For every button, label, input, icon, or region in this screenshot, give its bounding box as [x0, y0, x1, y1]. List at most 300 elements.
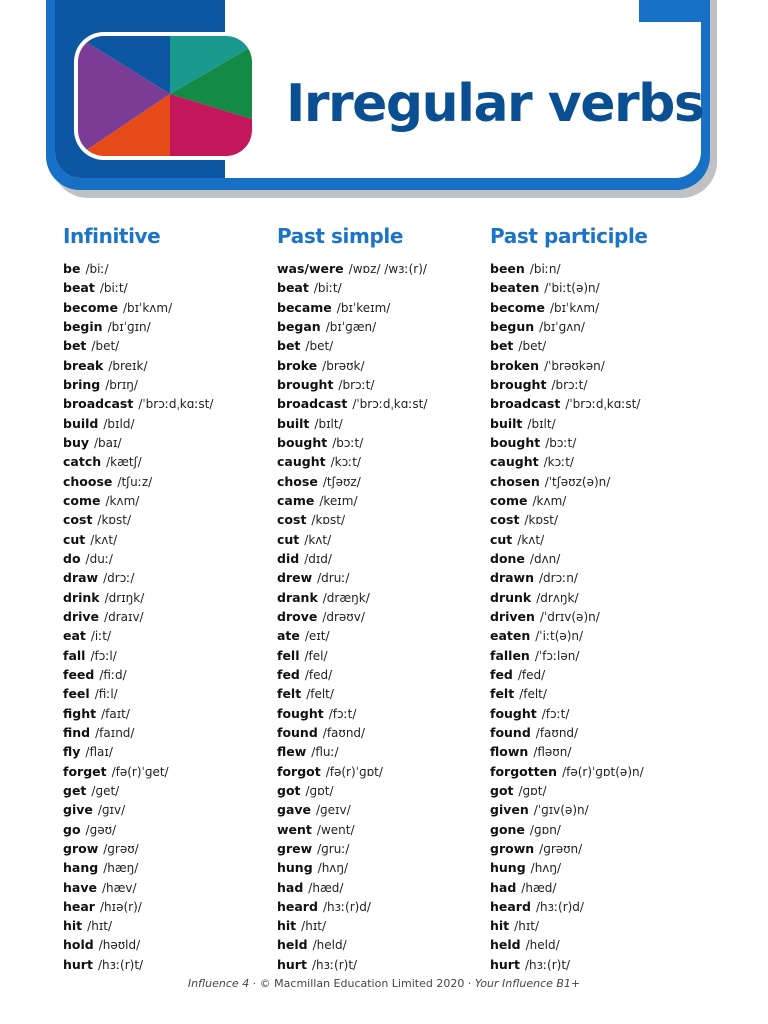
- phonetic-transcription: /biːt/: [313, 281, 342, 296]
- infinitive-row: [63, 336, 263, 355]
- phonetic-transcription: /kɔːt/: [330, 455, 361, 470]
- verb-form: begun: [490, 318, 535, 334]
- phonetic-transcription: /biː/: [85, 262, 109, 276]
- phonetic-transcription: /fel/: [304, 648, 328, 663]
- phonetic-transcription: /kʌm/: [532, 493, 567, 508]
- verb-form: build: [63, 415, 99, 431]
- phonetic-transcription: /fə(r)ˈɡɒt(ə)n/: [562, 764, 644, 779]
- verb-form: heard: [490, 898, 531, 914]
- verb-form: chose: [277, 473, 318, 489]
- past-participle-row: [490, 452, 720, 471]
- phonetic-transcription: /drəʊv/: [322, 609, 365, 624]
- phonetic-transcription: /kɒst/: [311, 513, 346, 528]
- verb-form: choose: [63, 473, 113, 489]
- past-participle-row: [490, 646, 720, 665]
- verb-form: hold: [63, 937, 94, 953]
- verb-form: beaten: [490, 280, 540, 296]
- infinitive-row: [63, 723, 263, 742]
- verb-form: come: [490, 492, 528, 508]
- phonetic-transcription: /kɒst/: [97, 513, 132, 528]
- verb-form: begin: [63, 318, 103, 334]
- verb-form: bought: [490, 434, 541, 450]
- verb-form: beat: [63, 280, 95, 296]
- past-simple-row: [277, 530, 477, 549]
- past-simple-row: [277, 684, 477, 703]
- phonetic-transcription: /wɒz/ /wɜː(r)/: [348, 262, 427, 276]
- phonetic-transcription: /ɡet/: [91, 783, 120, 798]
- verb-form: find: [63, 724, 91, 740]
- verb-form: fight: [63, 705, 97, 721]
- infinitive-row: [63, 781, 263, 800]
- phonetic-transcription: /fiːd/: [99, 667, 127, 682]
- past-simple-row: [277, 646, 477, 665]
- past-simple-row: [277, 935, 477, 954]
- infinitive-row: [63, 298, 263, 317]
- phonetic-transcription: /bet/: [518, 339, 547, 354]
- verb-form: drunk: [490, 589, 532, 605]
- phonetic-transcription: /ɡrəʊn/: [539, 841, 583, 856]
- phonetic-transcription: /held/: [312, 938, 347, 953]
- phonetic-transcription: /baɪ/: [94, 435, 122, 450]
- phonetic-transcription: /bɪˈkʌm/: [122, 300, 173, 315]
- past-participle-row: [490, 955, 720, 974]
- past-participle-row: [490, 375, 720, 394]
- verb-form: had: [490, 879, 517, 895]
- past-simple-row: [277, 452, 477, 471]
- infinitive-row: [63, 897, 263, 916]
- past-participle-row: [490, 336, 720, 355]
- past-participle-row: [490, 781, 720, 800]
- verb-form: forget: [63, 763, 107, 779]
- infinitive-row: [63, 878, 263, 897]
- phonetic-transcription: /dʌn/: [529, 551, 561, 566]
- phonetic-transcription: /fed/: [304, 667, 333, 682]
- phonetic-transcription: /biːn/: [529, 262, 561, 276]
- verb-form: brought: [277, 376, 334, 392]
- phonetic-transcription: /kʌt/: [517, 532, 545, 547]
- phonetic-transcription: /held/: [525, 938, 560, 953]
- verb-form: gave: [277, 802, 312, 818]
- infinitive-row: [63, 433, 263, 452]
- phonetic-transcription: /ˈbrɔːdˌkɑːst/: [138, 397, 214, 412]
- phonetic-transcription: /dɪd/: [304, 551, 332, 566]
- phonetic-transcription: /bɪlt/: [314, 416, 343, 431]
- past-participle-row: [490, 510, 720, 529]
- phonetic-transcription: /kʌt/: [90, 532, 118, 547]
- footer-series: Your Influence B1+: [474, 977, 581, 990]
- past-simple-row: [277, 414, 477, 433]
- infinitive-row: [63, 259, 263, 278]
- verb-form: became: [277, 299, 332, 315]
- infinitive-row: [63, 916, 263, 935]
- verb-form: caught: [490, 454, 539, 470]
- past-participle-list: [490, 259, 720, 974]
- past-participle-row: [490, 549, 720, 568]
- verb-form: cut: [63, 531, 86, 547]
- infinitive-row: [63, 858, 263, 877]
- past-participle-row: [490, 704, 720, 723]
- phonetic-transcription: /kɔːt/: [543, 455, 574, 470]
- phonetic-transcription: /brəʊk/: [322, 358, 365, 373]
- past-participle-row: [490, 433, 720, 452]
- phonetic-transcription: /ˈɡɪv(ə)n/: [533, 803, 589, 818]
- phonetic-transcription: /fɔːt/: [328, 706, 357, 721]
- past-simple-row: [277, 375, 477, 394]
- verb-form: flew: [277, 744, 307, 760]
- past-participle-row: [490, 317, 720, 336]
- infinitive-row: [63, 626, 263, 645]
- verb-form: feel: [63, 686, 90, 702]
- verb-form: hung: [277, 860, 313, 876]
- phonetic-transcription: /bɪˈɡʌn/: [539, 319, 585, 334]
- page-title: Irregular verbs: [286, 74, 704, 134]
- verb-form: break: [63, 357, 104, 373]
- verb-form: found: [490, 724, 531, 740]
- verb-form: grew: [277, 840, 313, 856]
- phonetic-transcription: /brɔːt/: [338, 377, 375, 392]
- phonetic-transcription: /bɪˈkeɪm/: [336, 300, 391, 315]
- phonetic-transcription: /kætʃ/: [106, 455, 142, 470]
- past-simple-row: [277, 356, 477, 375]
- past-participle-row: [490, 723, 720, 742]
- past-participle-row: [490, 530, 720, 549]
- phonetic-transcription: /brɔːt/: [551, 377, 588, 392]
- past-simple-row: [277, 510, 477, 529]
- past-simple-row: [277, 549, 477, 568]
- past-participle-row: [490, 278, 720, 297]
- footer-book: Influence 4: [187, 977, 250, 990]
- past-simple-row: [277, 781, 477, 800]
- phonetic-transcription: /ˈbrəʊkən/: [544, 358, 605, 373]
- verb-form: give: [63, 802, 93, 818]
- phonetic-transcription: /dræŋk/: [322, 590, 370, 605]
- past-simple-row: [277, 491, 477, 510]
- verb-form: drive: [63, 608, 100, 624]
- color-wheel-logo-icon: [74, 32, 256, 160]
- past-simple-row: [277, 723, 477, 742]
- verb-form: hurt: [490, 956, 520, 972]
- verb-form: fed: [277, 666, 300, 682]
- verb-form: drew: [277, 570, 313, 586]
- verb-form: hit: [63, 918, 83, 934]
- infinitive-row: [63, 356, 263, 375]
- phonetic-transcription: /hæŋ/: [103, 861, 139, 876]
- verb-form: cut: [277, 531, 300, 547]
- verb-form: was/were: [277, 261, 344, 276]
- verb-form: bet: [63, 338, 87, 354]
- infinitive-column: [63, 222, 263, 974]
- past-participle-row: [490, 897, 720, 916]
- verb-form: eat: [63, 628, 86, 644]
- phonetic-transcription: /hɜː(r)t/: [311, 957, 358, 972]
- past-simple-row: [277, 762, 477, 781]
- infinitive-row: [63, 646, 263, 665]
- verb-form: came: [277, 492, 315, 508]
- past-participle-row: [490, 626, 720, 645]
- past-participle-row: [490, 588, 720, 607]
- verb-form: drove: [277, 608, 318, 624]
- past-participle-row: [490, 858, 720, 877]
- phonetic-transcription: /hɪt/: [301, 919, 327, 934]
- past-participle-row: [490, 762, 720, 781]
- past-simple-row: [277, 394, 477, 413]
- phonetic-transcription: /ˈiːt(ə)n/: [535, 629, 584, 644]
- past-simple-row: [277, 878, 477, 897]
- phonetic-transcription: /həʊld/: [98, 938, 141, 953]
- past-participle-column: [490, 222, 720, 974]
- verb-form: draw: [63, 570, 99, 586]
- past-participle-row: [490, 356, 720, 375]
- verb-form: grow: [63, 840, 99, 856]
- past-simple-row: [277, 916, 477, 935]
- past-participle-row: [490, 800, 720, 819]
- phonetic-transcription: /ˈfɔːlən/: [534, 648, 580, 663]
- verb-form: built: [490, 415, 523, 431]
- past-simple-row: [277, 298, 477, 317]
- phonetic-transcription: /bɪˈɡæn/: [325, 319, 377, 334]
- verb-form: cost: [490, 512, 520, 528]
- verb-form: hit: [277, 918, 297, 934]
- phonetic-transcription: /bɔːt/: [332, 435, 364, 450]
- past-participle-row: [490, 298, 720, 317]
- past-participle-row: [490, 684, 720, 703]
- phonetic-transcription: /kɒst/: [524, 513, 559, 528]
- phonetic-transcription: /faʊnd/: [535, 725, 579, 740]
- past-simple-row: [277, 317, 477, 336]
- past-participle-row: [490, 742, 720, 761]
- past-participle-row: [490, 414, 720, 433]
- phonetic-transcription: /faɪt/: [101, 706, 130, 721]
- past-participle-row: [490, 394, 720, 413]
- phonetic-transcription: /bɔːt/: [545, 435, 577, 450]
- phonetic-transcription: /hɪə(r)/: [99, 899, 142, 914]
- phonetic-transcription: /ɡrəʊ/: [103, 841, 139, 856]
- past-participle-row: [490, 916, 720, 935]
- past-simple-row: [277, 588, 477, 607]
- phonetic-transcription: /fləʊn/: [533, 745, 572, 760]
- verb-form: come: [63, 492, 101, 508]
- verb-form: held: [277, 937, 308, 953]
- phonetic-transcription: /iːt/: [90, 629, 112, 644]
- verb-form: brought: [490, 376, 547, 392]
- phonetic-transcription: /hɜː(r)t/: [524, 957, 571, 972]
- phonetic-transcription: /ɡəʊ/: [85, 822, 117, 837]
- past-participle-row: [490, 665, 720, 684]
- infinitive-row: [63, 530, 263, 549]
- phonetic-transcription: /drɔːn/: [539, 571, 578, 586]
- past-participle-row: [490, 472, 720, 491]
- verb-form: began: [277, 318, 321, 334]
- past-simple-row: [277, 607, 477, 626]
- past-simple-list: [277, 259, 477, 974]
- phonetic-transcription: /fə(r)ˈɡet/: [111, 764, 169, 779]
- past-simple-row: [277, 626, 477, 645]
- phonetic-transcription: /hɜː(r)d/: [322, 899, 371, 914]
- phonetic-transcription: /ɡɒt/: [305, 783, 334, 798]
- infinitive-row: [63, 549, 263, 568]
- phonetic-transcription: /went/: [316, 822, 355, 837]
- phonetic-transcription: /fə(r)ˈɡɒt/: [325, 764, 383, 779]
- verb-form: gone: [490, 821, 525, 837]
- phonetic-transcription: /tʃəʊz/: [322, 474, 361, 489]
- verb-form: be: [63, 261, 81, 276]
- verb-form: broadcast: [277, 396, 348, 412]
- infinitive-list: [63, 259, 263, 974]
- verb-form: do: [63, 550, 81, 566]
- infinitive-row: [63, 278, 263, 297]
- phonetic-transcription: /bet/: [91, 339, 120, 354]
- verb-form: bet: [490, 338, 514, 354]
- header-corner-tab: [639, 0, 701, 22]
- verb-form: had: [277, 879, 304, 895]
- phonetic-transcription: /ˈtʃəʊz(ə)n/: [544, 474, 611, 489]
- past-simple-row: [277, 955, 477, 974]
- infinitive-row: [63, 414, 263, 433]
- infinitive-row: [63, 820, 263, 839]
- infinitive-row: [63, 742, 263, 761]
- phonetic-transcription: /ˈbrɔːdˌkɑːst/: [352, 397, 428, 412]
- verb-form: cost: [277, 512, 307, 528]
- phonetic-transcription: /fɔːl/: [90, 648, 117, 663]
- phonetic-transcription: /fluː/: [311, 745, 339, 760]
- verb-form: beat: [277, 280, 309, 296]
- past-participle-row: [490, 839, 720, 858]
- verb-form: hang: [63, 860, 99, 876]
- infinitive-row: [63, 317, 263, 336]
- phonetic-transcription: /biːt/: [99, 281, 128, 296]
- past-participle-row: [490, 568, 720, 587]
- infinitive-row: [63, 568, 263, 587]
- past-simple-row: [277, 742, 477, 761]
- phonetic-transcription: /hɜː(r)t/: [97, 957, 144, 972]
- past-participle-row: [490, 491, 720, 510]
- past-simple-row: [277, 704, 477, 723]
- phonetic-transcription: /drʌŋk/: [536, 590, 579, 605]
- phonetic-transcription: /drɔː/: [103, 571, 135, 586]
- verb-form: hit: [490, 918, 510, 934]
- infinitive-row: [63, 510, 263, 529]
- past-simple-row: [277, 433, 477, 452]
- past-simple-column: [277, 222, 477, 974]
- phonetic-transcription: /faʊnd/: [322, 725, 366, 740]
- phonetic-transcription: /hʌŋ/: [530, 861, 562, 876]
- infinitive-row: [63, 394, 263, 413]
- verb-form: driven: [490, 608, 535, 624]
- past-participle-row: [490, 878, 720, 897]
- verb-form: flown: [490, 744, 529, 760]
- past-simple-row: [277, 568, 477, 587]
- phonetic-transcription: /draɪv/: [104, 609, 144, 624]
- verb-form: done: [490, 550, 525, 566]
- phonetic-transcription: /tʃuːz/: [117, 474, 153, 489]
- verb-form: fed: [490, 666, 513, 682]
- infinitive-row: [63, 607, 263, 626]
- verb-form: feed: [63, 666, 95, 682]
- past-simple-row: [277, 858, 477, 877]
- phonetic-transcription: /hɪt/: [87, 919, 113, 934]
- verb-form: eaten: [490, 628, 531, 644]
- past-simple-row: [277, 839, 477, 858]
- infinitive-row: [63, 375, 263, 394]
- phonetic-transcription: /brɪŋ/: [105, 377, 138, 392]
- phonetic-transcription: /flaɪ/: [85, 745, 113, 760]
- verb-form: drink: [63, 589, 100, 605]
- verb-form: broken: [490, 357, 540, 373]
- phonetic-transcription: /ɡruː/: [317, 841, 350, 856]
- verb-form: given: [490, 802, 529, 818]
- footer-copyright: · © Macmillan Education Limited 2020 ·: [249, 977, 475, 990]
- verb-form: did: [277, 550, 300, 566]
- verb-form: hung: [490, 860, 526, 876]
- verb-form: fallen: [490, 647, 530, 663]
- phonetic-transcription: /hæv/: [101, 880, 137, 895]
- phonetic-transcription: /felt/: [306, 687, 334, 702]
- verb-form: have: [63, 879, 97, 895]
- verb-form: bet: [277, 338, 301, 354]
- verb-form: chosen: [490, 473, 540, 489]
- past-simple-heading: Past simple: [277, 224, 403, 248]
- past-simple-row: [277, 278, 477, 297]
- page-footer: [0, 977, 768, 990]
- phonetic-transcription: /druː/: [317, 571, 350, 586]
- past-participle-row: [490, 935, 720, 954]
- verb-form: built: [277, 415, 310, 431]
- phonetic-transcription: /duː/: [85, 551, 113, 566]
- verb-form: been: [490, 261, 525, 276]
- phonetic-transcription: /ˈbrɔːdˌkɑːst/: [565, 397, 641, 412]
- verb-form: cost: [63, 512, 93, 528]
- verb-form: drawn: [490, 570, 534, 586]
- verb-form: forgotten: [490, 763, 558, 779]
- infinitive-heading: Infinitive: [63, 224, 161, 248]
- verb-form: caught: [277, 454, 326, 470]
- infinitive-row: [63, 491, 263, 510]
- phonetic-transcription: /hɪt/: [514, 919, 540, 934]
- infinitive-row: [63, 665, 263, 684]
- verb-form: felt: [277, 686, 302, 702]
- verb-form: went: [277, 821, 312, 837]
- phonetic-transcription: /fed/: [517, 667, 546, 682]
- phonetic-transcription: /bɪˈkʌm/: [549, 300, 600, 315]
- verb-form: catch: [63, 454, 102, 470]
- past-simple-row: [277, 665, 477, 684]
- infinitive-row: [63, 839, 263, 858]
- verb-form: forgot: [277, 763, 321, 779]
- phonetic-transcription: /hæd/: [308, 880, 344, 895]
- past-simple-row: [277, 336, 477, 355]
- phonetic-transcription: /ɡɒn/: [529, 822, 561, 837]
- verb-form: broadcast: [63, 396, 134, 412]
- verb-form: fly: [63, 744, 81, 760]
- phonetic-transcription: /hɜː(r)d/: [535, 899, 584, 914]
- phonetic-transcription: /ɡɪv/: [97, 803, 126, 818]
- infinitive-row: [63, 935, 263, 954]
- verb-form: grown: [490, 840, 535, 856]
- infinitive-row: [63, 472, 263, 491]
- phonetic-transcription: /bɪld/: [103, 416, 135, 431]
- verb-form: fought: [277, 705, 324, 721]
- phonetic-transcription: /ɡɒt/: [518, 783, 547, 798]
- verb-form: broadcast: [490, 396, 561, 412]
- verb-form: bought: [277, 434, 328, 450]
- past-participle-row: [490, 820, 720, 839]
- past-simple-row: [277, 259, 477, 278]
- verb-form: hurt: [63, 956, 93, 972]
- past-simple-row: [277, 472, 477, 491]
- phonetic-transcription: /hæd/: [521, 880, 557, 895]
- verb-form: buy: [63, 434, 89, 450]
- infinitive-row: [63, 588, 263, 607]
